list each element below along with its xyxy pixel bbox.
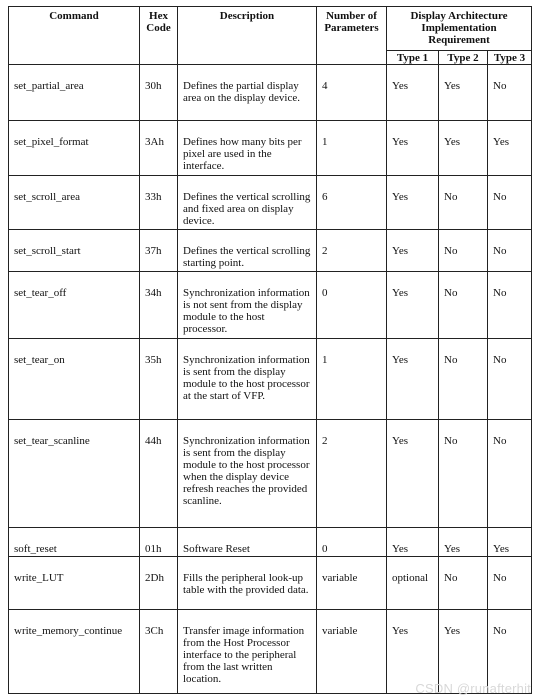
type-3-cell: No — [488, 557, 532, 610]
type-2-cell: Yes — [439, 121, 488, 176]
command-cell: set_scroll_area — [9, 176, 140, 230]
table-row — [9, 420, 532, 528]
type-1-cell: optional — [387, 557, 439, 610]
type-2-cell: No — [439, 420, 488, 528]
type-1-cell: Yes — [387, 176, 439, 230]
type-1-cell: Yes — [387, 528, 439, 557]
command-cell: set_pixel_format — [9, 121, 140, 176]
parameters-cell: 2 — [317, 230, 387, 272]
type-2-cell: No — [439, 230, 488, 272]
command-cell: write_LUT — [9, 557, 140, 610]
hex-code-cell: 37h — [140, 230, 178, 272]
type-2-cell: No — [439, 272, 488, 339]
type-3-cell: No — [488, 176, 532, 230]
type-2-cell: Yes — [439, 528, 488, 557]
hex-code-cell: 01h — [140, 528, 178, 557]
header-command: Command — [9, 7, 140, 65]
parameters-cell: 1 — [317, 121, 387, 176]
watermark: CSDN @runafterhit — [415, 681, 531, 696]
description-cell: Synchronization information is not sent from the display module to the host processor. — [178, 272, 317, 339]
type-2-cell: No — [439, 339, 488, 420]
parameters-cell: 1 — [317, 339, 387, 420]
description-cell: Synchronization information is sent from the display module to the host processor when the display device refresh reaches the provided scanline. — [178, 420, 317, 528]
type-3-cell: No — [488, 420, 532, 528]
table-row — [9, 528, 532, 557]
hex-code-cell: 34h — [140, 272, 178, 339]
hex-code-cell: 33h — [140, 176, 178, 230]
hex-code-cell: 44h — [140, 420, 178, 528]
type-3-cell: No — [488, 230, 532, 272]
command-cell: set_tear_off — [9, 272, 140, 339]
type-3-cell: No — [488, 339, 532, 420]
description-cell: Defines the vertical scrolling and fixed area on display device. — [178, 176, 317, 230]
command-cell: set_tear_on — [9, 339, 140, 420]
parameters-cell: 2 — [317, 420, 387, 528]
header-type-3: Type 3 — [488, 51, 532, 65]
header-type-2: Type 2 — [439, 51, 488, 65]
command-cell: write_memory_continue — [9, 610, 140, 694]
table-row — [9, 230, 532, 272]
header-hex-code: Hex Code — [140, 7, 178, 65]
description-cell: Fills the peripheral look-up table with the provided data. — [178, 557, 317, 610]
table-row — [9, 65, 532, 121]
description-cell: Defines how many bits per pixel are used in the interface. — [178, 121, 317, 176]
type-1-cell: Yes — [387, 272, 439, 339]
type-3-cell: Yes — [488, 121, 532, 176]
type-2-cell: No — [439, 557, 488, 610]
table-row — [9, 339, 532, 420]
command-cell: set_partial_area — [9, 65, 140, 121]
description-cell: Transfer image information from the Host Processor interface to the peripheral from the last written location. — [178, 610, 317, 694]
parameters-cell: 6 — [317, 176, 387, 230]
hex-code-cell: 35h — [140, 339, 178, 420]
command-cell: set_tear_scanline — [9, 420, 140, 528]
hex-code-cell: 3Ch — [140, 610, 178, 694]
type-3-cell: Yes — [488, 528, 532, 557]
header-number-of-parameters: Number of Parameters — [317, 7, 387, 65]
type-1-cell: Yes — [387, 610, 439, 694]
header-description: Description — [178, 7, 317, 65]
type-2-cell: Yes — [439, 65, 488, 121]
type-1-cell: Yes — [387, 339, 439, 420]
description-cell: Defines the partial display area on the display device. — [178, 65, 317, 121]
parameters-cell: 0 — [317, 528, 387, 557]
table-row — [9, 176, 532, 230]
type-2-cell: No — [439, 176, 488, 230]
type-1-cell: Yes — [387, 121, 439, 176]
command-table — [8, 6, 532, 694]
type-3-cell: No — [488, 272, 532, 339]
type-3-cell: No — [488, 610, 532, 694]
command-cell: set_scroll_start — [9, 230, 140, 272]
table-row — [9, 557, 532, 610]
type-3-cell: No — [488, 65, 532, 121]
description-cell: Software Reset — [178, 528, 317, 557]
hex-code-cell: 30h — [140, 65, 178, 121]
table-row — [9, 272, 532, 339]
hex-code-cell: 3Ah — [140, 121, 178, 176]
parameters-cell: 0 — [317, 272, 387, 339]
description-cell: Synchronization information is sent from the display module to the host processor at the start of VFP. — [178, 339, 317, 420]
parameters-cell: 4 — [317, 65, 387, 121]
description-cell: Defines the vertical scrolling starting point. — [178, 230, 317, 272]
type-1-cell: Yes — [387, 65, 439, 121]
header-display-architecture: Display Architecture Implementation Requirement — [387, 7, 532, 51]
parameters-cell: variable — [317, 557, 387, 610]
command-cell: soft_reset — [9, 528, 140, 557]
header-type-1: Type 1 — [387, 51, 439, 65]
parameters-cell: variable — [317, 610, 387, 694]
table-row — [9, 121, 532, 176]
type-1-cell: Yes — [387, 230, 439, 272]
type-2-cell: Yes — [439, 610, 488, 694]
type-1-cell: Yes — [387, 420, 439, 528]
hex-code-cell: 2Dh — [140, 557, 178, 610]
